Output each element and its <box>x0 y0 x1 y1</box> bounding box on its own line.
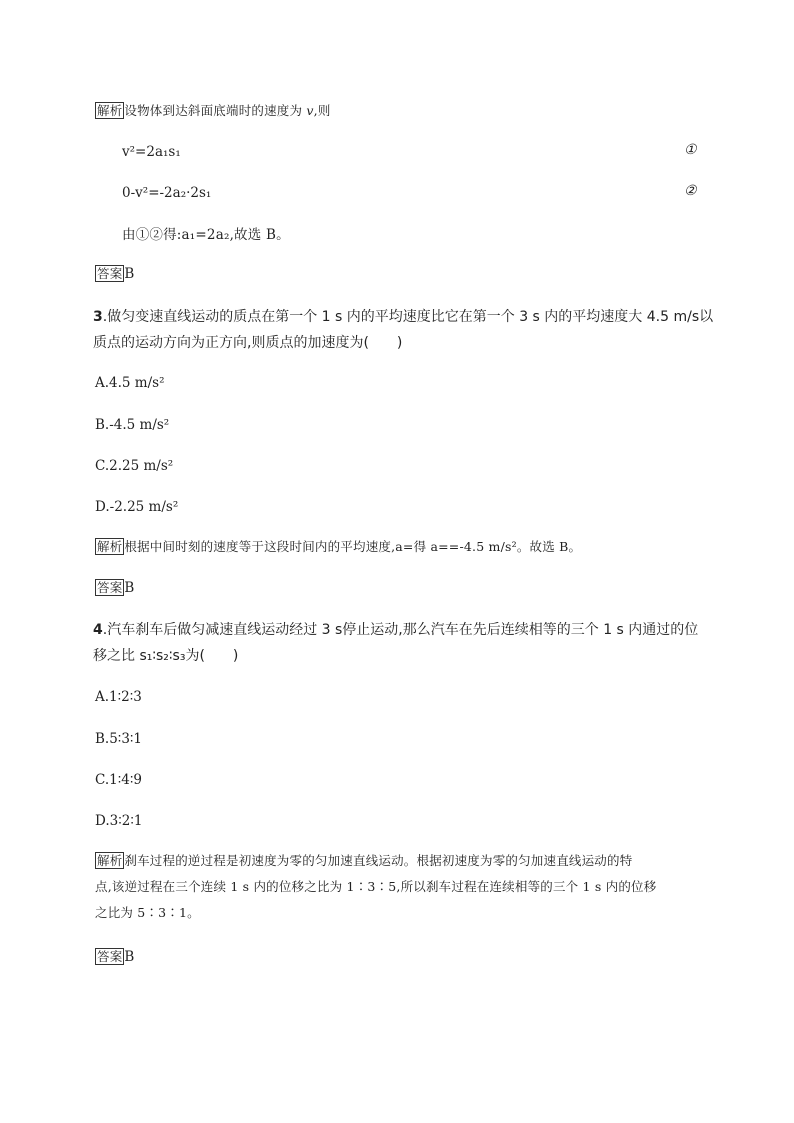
equation-1-marker: ① <box>684 142 697 158</box>
answer-value: B <box>124 266 135 282</box>
solution-2-conclusion: 由①②得:a₁=2a₂,故选 B。 <box>122 227 290 243</box>
option-a: A.4.5 m/s² <box>95 375 165 391</box>
solution-label: 解析 <box>97 539 123 554</box>
equation-2-marker: ② <box>684 183 697 199</box>
question-number: 3 <box>93 309 103 325</box>
solution-3 <box>95 537 581 557</box>
solution-text-end: ,则 <box>313 103 331 118</box>
question-3-line-2: 质点的运动方向为正方向,则质点的加速度为( ) <box>93 335 403 351</box>
solution-label: 解析 <box>97 853 123 868</box>
option-b: B.-4.5 m/s² <box>95 417 170 433</box>
answer-2 <box>95 264 134 284</box>
option-b: B.5∶3∶1 <box>95 731 143 747</box>
solution-4-line-2: 点,该逆过程在三个连续 1 s 内的位移之比为 1∶3∶5,所以刹车过程在连续相等的三个 1 s 内的位移 <box>95 879 657 894</box>
solution-2-intro <box>95 101 331 121</box>
equation-2: 0-v²=-2a₂·2s₁ <box>122 185 212 201</box>
question-4-line-2: 移之比 s₁∶s₂∶s₃为( ) <box>93 648 239 664</box>
answer-3 <box>95 578 134 598</box>
answer-label: 答案 <box>97 580 123 595</box>
option-d: D.-2.25 m/s² <box>95 499 179 515</box>
answer-label: 答案 <box>97 949 123 964</box>
option-c: C.1∶4∶9 <box>95 772 142 788</box>
answer-value: B <box>124 949 135 965</box>
question-text: .汽车刹车后做匀减速直线运动经过 3 s停止运动,那么汽车在先后连续相等的三个 1 s 内通过的位 <box>102 622 699 638</box>
option-d: D.3∶2∶1 <box>95 813 143 829</box>
solution-text: 根据中间时刻的速度等于这段时间内的平均速度,a=得 a==-4.5 m/s²。故选 B。 <box>124 539 582 554</box>
solution-text: 设物体到达斜面底端时的速度为 <box>124 103 307 118</box>
answer-label: 答案 <box>97 266 123 281</box>
question-text: .做匀变速直线运动的质点在第一个 1 s 内的平均速度比它在第一个 3 s 内的平均速度大 4.5 m/s以 <box>102 309 714 325</box>
question-4-line-1 <box>93 620 698 640</box>
variable-v: v <box>306 103 314 118</box>
option-c: C.2.25 m/s² <box>95 458 174 474</box>
question-3-line-1 <box>93 307 713 327</box>
solution-4-line-3: 之比为 5∶3∶1。 <box>95 905 200 920</box>
option-a: A.1∶2∶3 <box>95 689 142 705</box>
solution-text: 刹车过程的逆过程是初速度为零的匀加速直线运动。根据初速度为零的匀加速直线运动的特 <box>124 853 633 868</box>
solution-label: 解析 <box>97 103 123 118</box>
answer-value: B <box>124 580 135 596</box>
solution-4-line-1 <box>95 851 632 871</box>
answer-4 <box>95 947 134 967</box>
equation-1: v²=2a₁s₁ <box>122 144 181 160</box>
question-number: 4 <box>93 622 103 638</box>
